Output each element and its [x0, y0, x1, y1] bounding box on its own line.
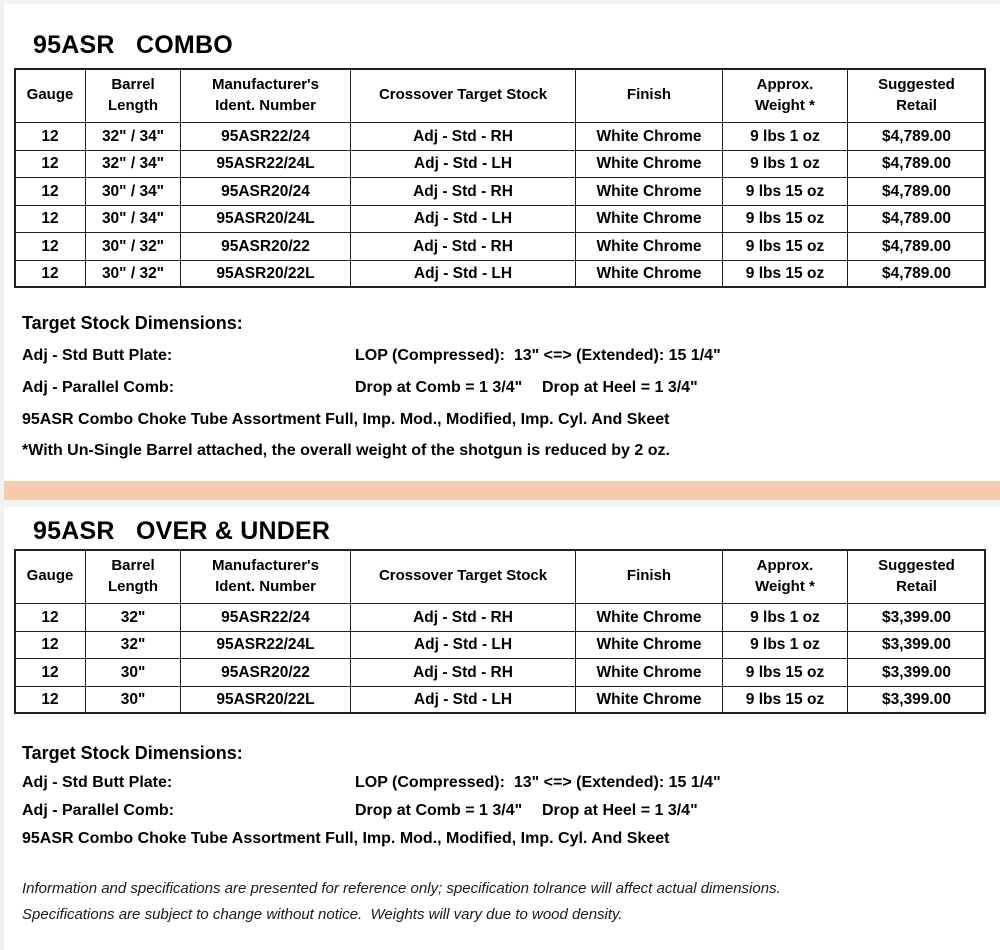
cell-ident: 95ASR20/22L — [181, 260, 351, 288]
cell-retail: $3,399.00 — [848, 631, 986, 659]
cell-retail: $3,399.00 — [848, 686, 986, 714]
over-under-table-head — [15, 550, 986, 604]
cell-ident: 95ASR20/22L — [181, 686, 351, 714]
cell-barrel: 32" — [86, 604, 181, 632]
cell-finish: White Chrome — [576, 205, 723, 233]
cell-gauge: 12 — [15, 631, 86, 659]
cell-ident: 95ASR20/24L — [181, 205, 351, 233]
combo-parallel-comb-row — [22, 379, 982, 398]
header-line: Manufacturer's — [212, 557, 319, 575]
cell-ident: 95ASR20/22 — [181, 659, 351, 687]
combo-drop-at-heel-value: Drop at Heel = 1 3/4" — [542, 379, 698, 396]
cell-finish: White Chrome — [576, 604, 723, 632]
cell-ident: 95ASR22/24L — [181, 150, 351, 178]
cell-barrel: 30" / 34" — [86, 178, 181, 206]
table-row — [15, 686, 986, 714]
cell-ident: 95ASR22/24 — [181, 604, 351, 632]
table-row — [15, 150, 986, 178]
column-header-ident-number — [181, 69, 351, 123]
ou-drop-at-comb-value: Drop at Comb = 1 3/4" — [355, 802, 523, 819]
ou-butt-plate-value: LOP (Compressed): 13" <=> (Extended): 15 1/4" — [355, 774, 721, 791]
cell-retail: $3,399.00 — [848, 604, 986, 632]
combo-butt-plate-label: Adj - Std Butt Plate: — [22, 347, 173, 364]
column-header-barrel-length — [86, 69, 181, 123]
combo-section-title: 95ASR COMBO — [33, 31, 233, 59]
cell-weight: 9 lbs 1 oz — [723, 631, 848, 659]
cell-ident: 95ASR22/24L — [181, 631, 351, 659]
header-line: Weight * — [755, 577, 815, 595]
combo-table-head — [15, 69, 986, 123]
cell-gauge: 12 — [15, 260, 86, 288]
column-header-ident-number — [181, 550, 351, 604]
cell-gauge: 12 — [15, 205, 86, 233]
over-under-target-stock-dimensions — [22, 743, 982, 861]
cell-retail: $4,789.00 — [848, 260, 986, 288]
header-line: Approx. — [756, 76, 814, 94]
cell-stock: Adj - Std - LH — [351, 150, 576, 178]
column-header-suggested-retail — [848, 69, 986, 123]
cell-finish: White Chrome — [576, 260, 723, 288]
cell-gauge: 12 — [15, 233, 86, 261]
over-under-table-body — [15, 604, 986, 714]
cell-barrel: 30" / 32" — [86, 260, 181, 288]
header-line: Barrel — [111, 557, 155, 575]
table-row — [15, 205, 986, 233]
cell-finish: White Chrome — [576, 178, 723, 206]
ou-parallel-comb-label: Adj - Parallel Comb: — [22, 802, 175, 819]
combo-butt-plate-value: LOP (Compressed): 13" <=> (Extended): 15 1/4" — [355, 347, 721, 364]
combo-spec-table — [14, 68, 986, 288]
combo-parallel-comb-label: Adj - Parallel Comb: — [22, 379, 175, 396]
cell-finish: White Chrome — [576, 123, 723, 151]
header-line: Barrel — [111, 76, 155, 94]
cell-ident: 95ASR20/22 — [181, 233, 351, 261]
header-line: Retail — [896, 96, 937, 114]
cell-gauge: 12 — [15, 686, 86, 714]
column-header-gauge — [15, 69, 86, 123]
cell-barrel: 32" / 34" — [86, 150, 181, 178]
page-top-edge — [0, 0, 1000, 4]
cell-stock: Adj - Std - LH — [351, 631, 576, 659]
cell-barrel: 32" / 34" — [86, 123, 181, 151]
cell-stock: Adj - Std - LH — [351, 205, 576, 233]
ou-butt-plate-row — [22, 774, 982, 793]
header-line: Approx. — [756, 557, 814, 575]
column-header-barrel-length — [86, 550, 181, 604]
header-line: Suggested — [878, 557, 955, 575]
ou-butt-plate-label: Adj - Std Butt Plate: — [22, 774, 173, 791]
cell-stock: Adj - Std - RH — [351, 233, 576, 261]
table-row — [15, 659, 986, 687]
cell-weight: 9 lbs 15 oz — [723, 686, 848, 714]
cell-stock: Adj - Std - LH — [351, 260, 576, 288]
cell-gauge: 12 — [15, 123, 86, 151]
combo-weight-footnote: *With Un-Single Barrel attached, the overall weight of the shotgun is reduced by 2 oz. — [22, 442, 670, 459]
cell-barrel: 30" — [86, 659, 181, 687]
cell-retail: $4,789.00 — [848, 123, 986, 151]
combo-dims-heading: Target Stock Dimensions: — [22, 313, 243, 333]
header-line: Weight * — [755, 96, 815, 114]
column-header-suggested-retail — [848, 550, 986, 604]
cell-ident: 95ASR22/24 — [181, 123, 351, 151]
combo-choke-tube-note: 95ASR Combo Choke Tube Assortment Full, Imp. Mod., Modified, Imp. Cyl. And Skeet — [22, 411, 670, 428]
header-line: Ident. Number — [215, 96, 316, 114]
cell-retail: $4,789.00 — [848, 205, 986, 233]
header-line: Crossover Target Stock — [378, 86, 548, 104]
column-header-approx-weight — [723, 550, 848, 604]
cell-gauge: 12 — [15, 659, 86, 687]
header-line: Crossover Target Stock — [378, 567, 548, 585]
over-under-section-title: 95ASR OVER & UNDER — [33, 517, 331, 545]
cell-weight: 9 lbs 1 oz — [723, 604, 848, 632]
cell-finish: White Chrome — [576, 150, 723, 178]
table-row — [15, 604, 986, 632]
header-line: Retail — [896, 577, 937, 595]
cell-weight: 9 lbs 15 oz — [723, 205, 848, 233]
cell-weight: 9 lbs 15 oz — [723, 233, 848, 261]
cell-ident: 95ASR20/24 — [181, 178, 351, 206]
cell-gauge: 12 — [15, 178, 86, 206]
cell-finish: White Chrome — [576, 686, 723, 714]
header-line: Ident. Number — [215, 577, 316, 595]
header-line: Finish — [626, 86, 672, 104]
cell-retail: $4,789.00 — [848, 233, 986, 261]
combo-header-row — [15, 69, 986, 123]
column-header-gauge — [15, 550, 86, 604]
combo-target-stock-dimensions — [22, 313, 982, 460]
header-line: Length — [108, 577, 158, 595]
table-row — [15, 233, 986, 261]
header-line: Length — [108, 96, 158, 114]
ou-parallel-comb-row — [22, 802, 982, 821]
cell-weight: 9 lbs 15 oz — [723, 260, 848, 288]
cell-gauge: 12 — [15, 150, 86, 178]
page-left-edge — [0, 0, 4, 950]
cell-stock: Adj - Std - RH — [351, 178, 576, 206]
cell-barrel: 30" — [86, 686, 181, 714]
combo-drop-at-comb-value: Drop at Comb = 1 3/4" — [355, 379, 523, 396]
cell-barrel: 30" / 32" — [86, 233, 181, 261]
header-line: Finish — [626, 567, 672, 585]
cell-barrel: 32" — [86, 631, 181, 659]
over-under-spec-table — [14, 549, 986, 714]
cell-stock: Adj - Std - LH — [351, 686, 576, 714]
ou-dims-heading: Target Stock Dimensions: — [22, 743, 243, 763]
cell-weight: 9 lbs 1 oz — [723, 150, 848, 178]
cell-barrel: 30" / 34" — [86, 205, 181, 233]
section-divider-band — [4, 481, 1000, 500]
column-header-crossover-target-stock — [351, 550, 576, 604]
section-divider-shadow — [4, 500, 1000, 507]
column-header-finish — [576, 69, 723, 123]
ou-drop-at-heel-value: Drop at Heel = 1 3/4" — [542, 802, 698, 819]
header-line: Gauge — [26, 567, 74, 585]
cell-weight: 9 lbs 15 oz — [723, 178, 848, 206]
combo-butt-plate-row — [22, 347, 982, 366]
table-row — [15, 178, 986, 206]
table-row — [15, 631, 986, 659]
cell-retail: $4,789.00 — [848, 150, 986, 178]
cell-gauge: 12 — [15, 604, 86, 632]
table-row — [15, 260, 986, 288]
cell-weight: 9 lbs 15 oz — [723, 659, 848, 687]
disclaimer-line-2: Specifications are subject to change without notice. Weights will vary due to wood density. — [22, 905, 623, 923]
disclaimer — [22, 876, 972, 928]
cell-finish: White Chrome — [576, 659, 723, 687]
column-header-finish — [576, 550, 723, 604]
cell-stock: Adj - Std - RH — [351, 604, 576, 632]
column-header-crossover-target-stock — [351, 69, 576, 123]
combo-table-body — [15, 123, 986, 288]
cell-finish: White Chrome — [576, 233, 723, 261]
header-line: Gauge — [26, 86, 74, 104]
cell-retail: $3,399.00 — [848, 659, 986, 687]
table-row — [15, 123, 986, 151]
column-header-approx-weight — [723, 69, 848, 123]
ou-choke-tube-note: 95ASR Combo Choke Tube Assortment Full, Imp. Mod., Modified, Imp. Cyl. And Skeet — [22, 830, 670, 847]
cell-finish: White Chrome — [576, 631, 723, 659]
cell-stock: Adj - Std - RH — [351, 123, 576, 151]
disclaimer-line-1: Information and specifications are presented for reference only; specification tolrance will affect actual dimensions. — [22, 880, 781, 897]
cell-weight: 9 lbs 1 oz — [723, 123, 848, 151]
cell-retail: $4,789.00 — [848, 178, 986, 206]
header-line: Suggested — [878, 76, 955, 94]
header-line: Manufacturer's — [212, 76, 319, 94]
cell-stock: Adj - Std - RH — [351, 659, 576, 687]
over-under-header-row — [15, 550, 986, 604]
